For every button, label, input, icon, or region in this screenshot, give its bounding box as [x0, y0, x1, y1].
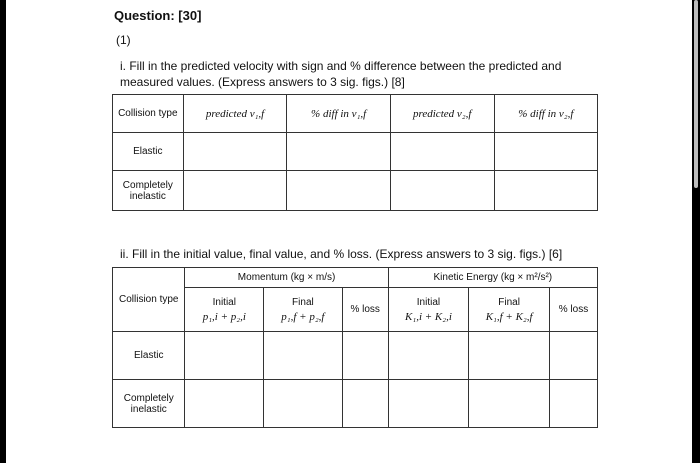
answer-cell[interactable] — [287, 133, 390, 171]
table-row — [113, 332, 598, 380]
row-label-elastic: Elastic — [113, 332, 185, 380]
ke-final-expr: K₁,f + K₂,f — [485, 310, 533, 323]
mom-final-expr: p₁,f + p₂,f — [281, 310, 325, 323]
group-header-row — [113, 268, 598, 288]
question-number: (1) — [116, 33, 131, 47]
answer-cell[interactable] — [388, 380, 469, 428]
mom-initial-label: Initial — [212, 296, 236, 308]
header-ke-loss: % loss — [549, 288, 597, 332]
table-row — [113, 133, 598, 171]
header-kinetic-energy: Kinetic Energy (kg × m²/s²) — [388, 268, 597, 288]
answer-cell[interactable] — [390, 171, 494, 211]
scrollbar-thumb[interactable] — [694, 0, 698, 188]
sub-header-row — [113, 288, 598, 332]
answer-cell[interactable] — [494, 133, 597, 171]
answer-cell[interactable] — [183, 171, 287, 211]
answer-cell[interactable] — [185, 380, 264, 428]
header-diff-v1f: % diff in v₁,f — [287, 95, 390, 133]
answer-cell[interactable] — [390, 133, 494, 171]
header-momentum: Momentum (kg × m/s) — [185, 268, 388, 288]
velocity-table — [112, 94, 598, 211]
answer-cell[interactable] — [469, 332, 550, 380]
answer-cell[interactable] — [549, 332, 597, 380]
momentum-energy-table — [112, 267, 598, 428]
answer-cell[interactable] — [185, 332, 264, 380]
table-header-row — [113, 95, 598, 133]
header-mom-initial — [185, 288, 264, 332]
mom-initial-expr: p₁,i + p₂,i — [202, 310, 246, 323]
table-row — [113, 171, 598, 211]
header-predicted-v1f: predicted v₁,f — [183, 95, 287, 133]
row-label-elastic: Elastic — [113, 133, 184, 171]
answer-cell[interactable] — [388, 332, 469, 380]
header-mom-loss: % loss — [342, 288, 388, 332]
header-ke-final — [469, 288, 550, 332]
answer-cell[interactable] — [549, 380, 597, 428]
ke-initial-expr: K₁,i + K₂,i — [405, 310, 452, 323]
question-title: Question: [30] — [114, 8, 202, 23]
answer-cell[interactable] — [183, 133, 287, 171]
part1-instruction: i. Fill in the predicted velocity with sign and % difference between the predicted and measured values. (Express answers to 3 sig. figs.) [8] — [120, 59, 562, 89]
row-label-inelastic: Completely inelastic — [113, 171, 184, 211]
answer-cell[interactable] — [494, 171, 597, 211]
table-row — [113, 380, 598, 428]
answer-cell[interactable] — [469, 380, 550, 428]
answer-cell[interactable] — [342, 332, 388, 380]
header-mom-final — [264, 288, 343, 332]
header-collision-type: Collision type — [113, 95, 184, 133]
mom-final-label: Final — [292, 296, 314, 308]
row-label-inelastic: Completely inelastic — [113, 380, 185, 428]
header-ke-initial — [388, 288, 469, 332]
answer-cell[interactable] — [264, 380, 343, 428]
answer-cell[interactable] — [342, 380, 388, 428]
ke-final-label: Final — [498, 296, 520, 308]
header-diff-v2f: % diff in v₂,f — [494, 95, 597, 133]
ke-initial-label: Initial — [416, 296, 441, 308]
part2-instruction: ii. Fill in the initial value, final value, and % loss. (Express answers to 3 sig. figs.) [6] — [120, 247, 563, 261]
answer-cell[interactable] — [287, 171, 390, 211]
header-collision-type: Collision type — [113, 268, 185, 332]
header-predicted-v2f: predicted v₂,f — [390, 95, 494, 133]
document-page — [6, 0, 692, 463]
answer-cell[interactable] — [264, 332, 343, 380]
